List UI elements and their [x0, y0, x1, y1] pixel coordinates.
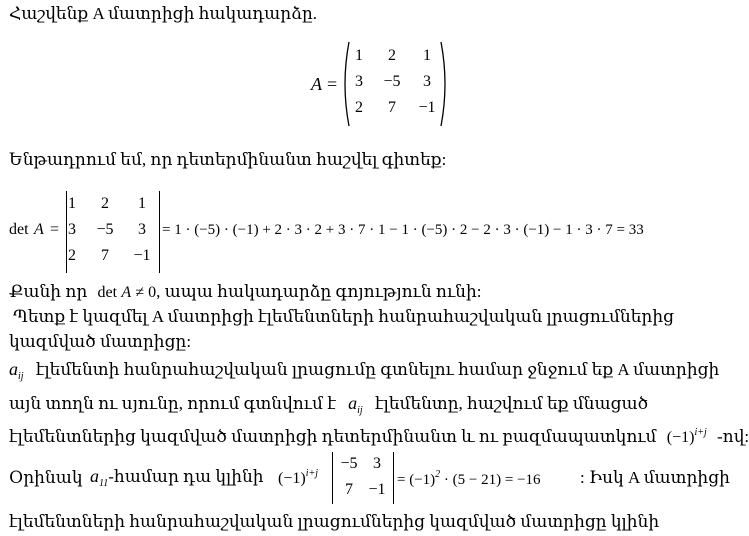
example-sign: (−1) [278, 470, 306, 487]
matrix-a-cell: −1 [418, 99, 436, 116]
need-line-2: կազմված մատրիցը: [9, 332, 192, 351]
example-cell: 3 [373, 455, 381, 472]
cofactor-line-1-text: էլեմենտի հանրահաշվական լրացումը գտնելու համար ջնջում եք A մատրիցի [35, 360, 720, 379]
cofactor-line-2-end: էլեմենտը, հաշվում եք մնացած [374, 394, 649, 413]
det-cell: 3 [138, 221, 146, 238]
det-cell: 7 [101, 247, 109, 264]
example-calc-pre: = (−1) [397, 472, 436, 488]
since-neq: ≠ 0 [135, 284, 157, 301]
cofactor-line-3-start: էլեմենտներից կազմված մատրիցի դետերմինանտ և ու բազմապատկում [9, 427, 657, 446]
example-cell: −1 [368, 481, 386, 498]
example-matrix [334, 455, 390, 499]
det-cell: 2 [68, 247, 76, 264]
since-det: det [97, 284, 118, 301]
cofactor-sign-exp: i+j [694, 427, 707, 438]
since-symbol: A [121, 284, 132, 301]
cofactor-line-3-end: -ով: [717, 427, 749, 446]
matrix-a-cell: 2 [388, 47, 396, 64]
det-cell: 2 [101, 195, 109, 212]
example-end: : Իսկ A մատրիցի [580, 468, 730, 487]
det-symbol: A [34, 221, 44, 238]
matrix-a-cell: −5 [383, 73, 401, 90]
matrix-a-cell: 7 [388, 99, 396, 116]
cofactor-line-2 [9, 393, 648, 416]
cofactor-idx-2: ij [357, 405, 363, 416]
since-line [9, 282, 482, 302]
cofactor-a-2: a [348, 393, 358, 413]
cofactor-line-3 [9, 427, 749, 447]
matrix-a-cell: 3 [355, 73, 363, 90]
det-cell: −5 [96, 221, 114, 238]
det-bar-right [159, 191, 160, 273]
det-equals: = [50, 221, 60, 238]
matrix-a-equals: = [327, 74, 338, 94]
example-sign-exp: i+j [305, 468, 318, 479]
det-label: det [9, 221, 29, 238]
matrix-a-cell: 2 [355, 99, 363, 116]
example-calc [397, 469, 541, 489]
example-a: a [90, 466, 99, 486]
matrix-a-cell: 1 [423, 47, 431, 64]
cofactor-line-1 [9, 359, 719, 382]
example-a-group [90, 466, 264, 489]
matrix-a-symbol: A [311, 74, 322, 94]
example-cell: 7 [345, 481, 353, 498]
since-start: Քանի որ [9, 282, 88, 301]
cofactor-line-2-start: այն տողն ու սյունը, որում գտնվում է [9, 394, 336, 413]
det-cell: −1 [133, 247, 151, 264]
cofactor-sign: (−1) [666, 429, 695, 446]
cofactor-a: a [9, 359, 18, 379]
example-bar-right [393, 452, 394, 504]
example-calc-post: · (5 − 21) = −16 [443, 472, 541, 488]
since-end: , ապա հակադարձը գոյություն ունի: [156, 282, 482, 301]
example-start: Օրինակ [9, 468, 83, 487]
example-mid: -համար դա կլինի [108, 467, 264, 486]
example-cell: −5 [340, 455, 358, 472]
cofactor-idx: ij [18, 371, 24, 382]
matrix-a-cell: 3 [423, 73, 431, 90]
det-cell: 1 [68, 195, 76, 212]
intro-text: Հաշվենք A մատրիցի հակադարձը. [9, 4, 318, 23]
det-cell: 3 [68, 221, 76, 238]
assume-text: Ենթադրում եմ, որ դետերմինանտ հաշվել գիտեք: [9, 150, 447, 169]
example-idx: 11 [99, 478, 109, 489]
det-bar-left [66, 191, 67, 273]
last-line: էլեմենտների հանրահաշվական լրացումներից կազմված մատրիցը կլինի [9, 512, 660, 531]
example-sign-group [278, 468, 318, 488]
det-cell: 1 [138, 195, 146, 212]
det-expansion: = 1 · (−5) · (−1) + 2 · 3 · 2 + 3 · 7 · 1 − 1 · (−5) · 2 − 2 · 3 · (−1) − 1 · 3 · 7 = 33 [162, 222, 644, 238]
matrix-a-cell: 1 [355, 47, 363, 64]
example-bar-left [332, 452, 333, 504]
need-line-1: Պետք է կազմել A մատրիցի էլեմենտների հանրահաշվական լրացումներից [13, 307, 675, 326]
matrix-a [345, 47, 443, 117]
example-calc-exp: 2 [435, 469, 441, 480]
det-matrix [68, 195, 158, 265]
